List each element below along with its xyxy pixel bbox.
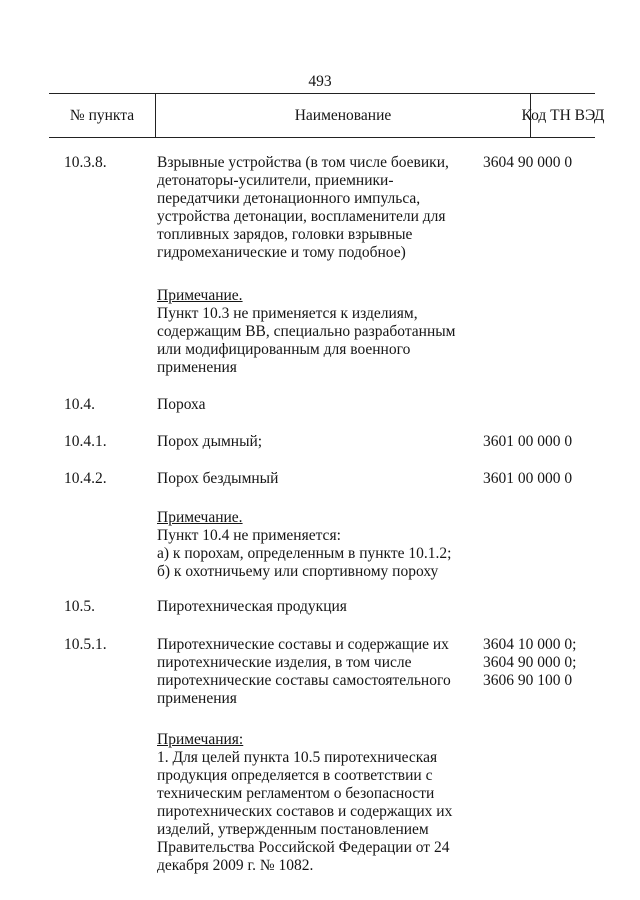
code-line: 3604 90 000 0 [483, 154, 573, 171]
code-line: 3601 00 000 0 [483, 470, 573, 487]
text-line: продукция определяется в соответствии с [157, 767, 433, 784]
code-line: 3604 10 000 0; [483, 636, 577, 653]
code-line: 3601 00 000 0 [483, 433, 573, 450]
text-line: топливных зарядов, головки взрывные [157, 226, 413, 243]
row-code [483, 154, 572, 172]
row-code [483, 470, 572, 488]
header-item-number [49, 94, 155, 137]
row-description [157, 154, 487, 262]
table-header [49, 93, 605, 138]
row-number: 10.4.1. [64, 433, 107, 450]
row-number: 10.4.2. [64, 470, 107, 487]
row-description [157, 636, 487, 708]
text-line: пиротехнических составов и содержащих их [157, 803, 453, 820]
text-line: Порох дымный; [157, 433, 263, 450]
text-line: передатчики детонационного импульса, [157, 190, 421, 207]
text-line: гидромеханические и тому подобное) [157, 244, 406, 261]
note-block [157, 509, 487, 581]
text-line: Пиротехническая продукция [157, 598, 347, 615]
text-line: пиротехнические изделия, в том числе [157, 654, 412, 671]
text-line: применения [157, 690, 237, 707]
note-title: Примечание. [157, 287, 243, 304]
note-title: Примечание. [157, 509, 243, 526]
header-name [155, 94, 531, 137]
text-line: декабря 2009 г. № 1082. [157, 857, 314, 874]
row-code [483, 636, 576, 690]
row-description [157, 598, 487, 616]
row-code [483, 433, 572, 451]
text-line: Порох бездымный [157, 470, 279, 487]
text-line: пиротехнические составы самостоятельного [157, 672, 451, 689]
text-line: Пункт 10.4 не применяется: [157, 527, 341, 544]
text-line: содержащим ВВ, специально разработанным [157, 323, 456, 340]
text-line: Взрывные устройства (в том числе боевики, [157, 154, 449, 171]
text-line: Пиротехнические составы и содержащие их [157, 636, 449, 653]
text-line: Пункт 10.3 не применяется к изделиям, [157, 305, 418, 322]
text-line: применения [157, 359, 237, 376]
row-number: 10.4. [64, 396, 95, 413]
note-block [157, 731, 487, 875]
text-line: Пороха [157, 396, 206, 413]
text-line: устройства детонации, воспламенители для [157, 208, 446, 225]
note-title: Примечания: [157, 731, 244, 748]
text-line: Правительства Российской Федерации от 24 [157, 839, 450, 856]
text-line: а) к порохам, определенным в пункте 10.1.2; [157, 545, 452, 562]
text-line: изделий, утвержденным постановлением [157, 821, 429, 838]
text-line: 1. Для целей пункта 10.5 пиротехническая [157, 749, 438, 766]
row-number: 10.3.8. [64, 154, 107, 171]
header-item-number-label: № пункта [69, 106, 135, 124]
row-description [157, 470, 487, 488]
code-line: 3606 90 100 0 [483, 672, 573, 689]
code-line: 3604 90 000 0; [483, 654, 577, 671]
header-name-label: Наименование [294, 106, 392, 124]
text-line: или модифицированным для военного [157, 341, 411, 358]
header-code-label: Код ТН ВЭД [521, 106, 605, 124]
row-number: 10.5.1. [64, 636, 107, 653]
header-code [521, 94, 605, 137]
row-description [157, 396, 487, 414]
row-number: 10.5. [64, 598, 95, 615]
row-description [157, 433, 487, 451]
text-line: детонаторы-усилители, приемники- [157, 172, 394, 189]
text-line: техническим регламентом о безопасности [157, 785, 435, 802]
text-line: б) к охотничьему или спортивному пороху [157, 563, 439, 580]
note-block [157, 287, 487, 377]
page-number: 493 [308, 73, 332, 90]
